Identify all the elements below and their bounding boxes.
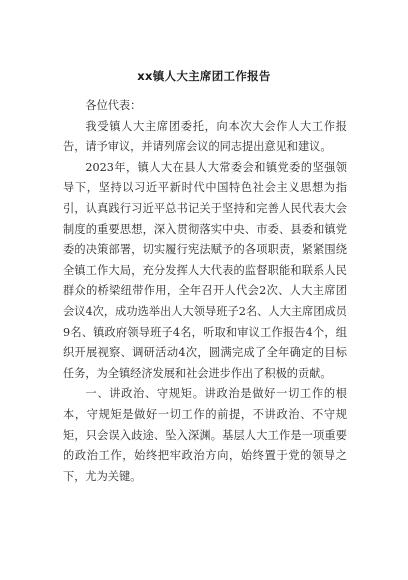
paragraph-politics: 一、讲政治、守规矩。讲政治是做好一切工作的根本，守规矩是做好一切工作的前提，不讲政治、不守规矩，只会误入歧途、坠入深渊。基层人大工作是一项重要的政治工作，始终把牢政治方向，始终置于党的领导之下，尤为关键。	[63, 387, 347, 483]
paragraph-summary: 2023年，镇人大在县人大常委会和镇党委的坚强领导下，坚持以习近平新时代中国特色社会主义思想为指引，认真践行习近平总书记关于坚持和完善人民代表大会制度的重要思想，深入贯彻落实中央、市委、县委和镇党委的决策部署，切实履行宪法赋予的各项职责，紧紧围绕全镇工作大局，充分发挥人大代表的监督职能和联系人民群众的桥梁纽带作用，全年召开人代会2次、人大主席团会议4次，成功选举出人大领导班子2名、人大主席团成员9名、镇政府领导班子4名，听取和审议工作报告4个，组织开展视察、调研活动4次，圆满完成了全年确定的目标任务，为全镇经济发展和社会进步作出了积极的贡献。	[63, 160, 347, 380]
document-body	[63, 96, 347, 487]
document-title: xx镇人大主席团工作报告	[137, 69, 271, 83]
paragraph-intro: 我受镇人大主席团委托，向本次大会作人大工作报告，请予审议，并请列席会议的同志提出意见和建议。	[63, 119, 347, 154]
salutation: 各位代表：	[85, 99, 142, 112]
